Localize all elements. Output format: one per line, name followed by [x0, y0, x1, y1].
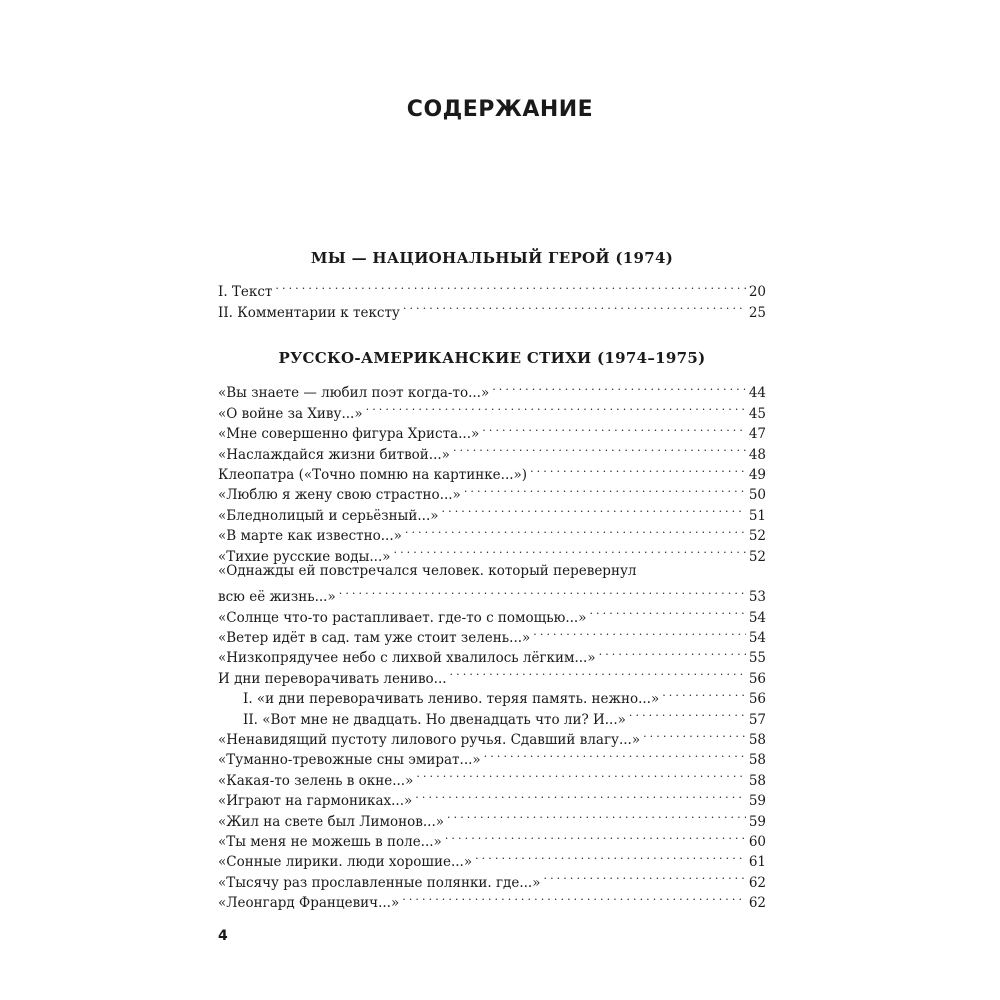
toc-entry-title: «Ветер идёт в сад. там уже стоит зелень...»	[218, 630, 531, 647]
leader-dots	[482, 418, 746, 438]
toc-entry-line	[218, 561, 766, 581]
leader-dots	[403, 296, 746, 316]
toc-page-number: 54	[748, 630, 766, 647]
toc-entry-title: «Вы знаете — любил поэт когда-то...»	[218, 385, 490, 402]
toc-page-number: 54	[748, 609, 766, 626]
leader-dots	[275, 276, 745, 296]
leader-dots	[475, 846, 746, 866]
toc-entry-title: I. «и дни переворачивать лениво. теряя память. нежно...»	[243, 691, 660, 708]
toc-page-number: 57	[748, 711, 766, 728]
toc-entry-title: «Туманно-тревожные сны эмират...»	[218, 752, 481, 769]
toc-entry-title: «Однажды ей повстречался человек. который перевернул	[218, 562, 637, 579]
page-title: СОДЕРЖАНИЕ	[406, 97, 594, 122]
toc-page-number: 60	[748, 833, 766, 850]
page-number: 4	[218, 928, 228, 944]
section-heading-2: РУССКО-АМЕРИКАНСКИЕ СТИХИ (1974–1975)	[278, 349, 706, 367]
toc-page-number: 58	[748, 732, 766, 749]
toc-entry-title: «Люблю я жену свою страстно...»	[218, 487, 461, 504]
leader-dots	[416, 764, 745, 784]
toc-entry	[218, 296, 766, 321]
leader-dots	[339, 581, 746, 601]
leader-dots	[643, 724, 746, 744]
toc-entry-title: «Низкопрядучее небо с лихвой хвалилось лёгким...»	[218, 650, 596, 667]
toc-entry-title: «Ненавидящий пустоту лилового ручья. Сдавший влагу...»	[218, 732, 641, 749]
leader-dots	[445, 826, 746, 846]
toc-entry-title: И дни переворачивать лениво...	[218, 670, 447, 687]
leader-dots	[543, 866, 745, 886]
toc-page-number: 61	[748, 854, 766, 871]
leader-dots	[530, 459, 746, 479]
toc-entry-title: «Ты меня не можешь в поле...»	[218, 833, 442, 850]
toc-page-number: 59	[748, 793, 766, 810]
toc-entry	[218, 377, 766, 402]
toc-page-number: 58	[748, 752, 766, 769]
toc-entry-title: «Какая-то зелень в окне...»	[218, 772, 414, 789]
toc-entry	[218, 276, 766, 301]
toc-entry-title: «Сонные лирики. люди хорошие...»	[218, 854, 473, 871]
toc-entry-title: «Жил на свете был Лимонов...»	[218, 813, 445, 830]
toc-page-number: 47	[748, 426, 766, 443]
toc-entry-title: «Леонгард Францевич...»	[218, 895, 400, 912]
toc-page-number: 58	[748, 772, 766, 789]
toc-entry-title: «Солнце что-то растапливает. где-то с помощью...»	[218, 609, 587, 626]
leader-dots	[447, 805, 746, 825]
toc-page-number: 25	[748, 304, 766, 321]
toc-page-number: 52	[748, 528, 766, 545]
leader-dots	[484, 744, 746, 764]
toc-page-number: 56	[748, 670, 766, 687]
toc-page-number: 51	[748, 507, 766, 524]
toc-page-number: 50	[748, 487, 766, 504]
leader-dots	[629, 703, 746, 723]
leader-dots	[453, 438, 746, 458]
leader-dots	[533, 622, 746, 642]
toc-page-number: 52	[748, 548, 766, 565]
leader-dots	[442, 499, 746, 519]
toc-section-2	[218, 377, 766, 912]
leader-dots	[394, 540, 746, 560]
toc-page-number: 53	[748, 589, 766, 606]
toc-section-1	[218, 276, 766, 321]
toc-page-number: 48	[748, 446, 766, 463]
toc-entry-title: «Бледнолицый и серьёзный...»	[218, 507, 439, 524]
section-heading-1: МЫ — НАЦИОНАЛЬНЫЙ ГЕРОЙ (1974)	[310, 249, 674, 267]
toc-entry-title: «Тысячу раз прославленные полянки. где...»	[218, 874, 541, 891]
leader-dots	[415, 785, 746, 805]
toc-entry-title: I. Текст	[218, 284, 273, 301]
toc-entry-title: «В марте как известно...»	[218, 528, 402, 545]
leader-dots	[589, 601, 745, 621]
toc-page-number: 55	[748, 650, 766, 667]
toc-entry-title: «Мне совершенно фигура Христа...»	[218, 426, 480, 443]
toc-entry-title: II. «Вот мне не двадцать. Но двенадцать что ли? И...»	[243, 711, 626, 728]
leader-dots	[402, 887, 746, 907]
toc-entry-title-continuation: всю её жизнь...»	[218, 589, 336, 606]
toc-entry	[218, 581, 766, 606]
toc-entry-title: Клеопатра («Точно помню на картинке...»)	[218, 466, 528, 483]
toc-page-number: 44	[748, 385, 766, 402]
leader-dots	[405, 520, 746, 540]
leader-dots	[366, 397, 746, 417]
toc-page-number: 62	[748, 895, 766, 912]
leader-dots	[662, 683, 746, 703]
toc-page-number: 62	[748, 874, 766, 891]
leader-dots	[599, 642, 746, 662]
toc-entry-title: «Играют на гармониках...»	[218, 793, 413, 810]
toc-entry-title: II. Комментарии к тексту	[218, 304, 400, 321]
leader-dots	[492, 377, 746, 397]
toc-entry-title: «О войне за Хиву...»	[218, 405, 363, 422]
toc-page-number: 45	[748, 405, 766, 422]
toc-page-number: 56	[748, 691, 766, 708]
leader-dots	[464, 479, 746, 499]
toc-entry-title: «Тихие русские воды...»	[218, 548, 391, 565]
toc-page-number: 59	[748, 813, 766, 830]
toc-page-number: 20	[748, 284, 766, 301]
toc-page-number: 49	[748, 466, 766, 483]
leader-dots	[450, 662, 746, 682]
toc-entry-title: «Наслаждайся жизни битвой...»	[218, 446, 450, 463]
